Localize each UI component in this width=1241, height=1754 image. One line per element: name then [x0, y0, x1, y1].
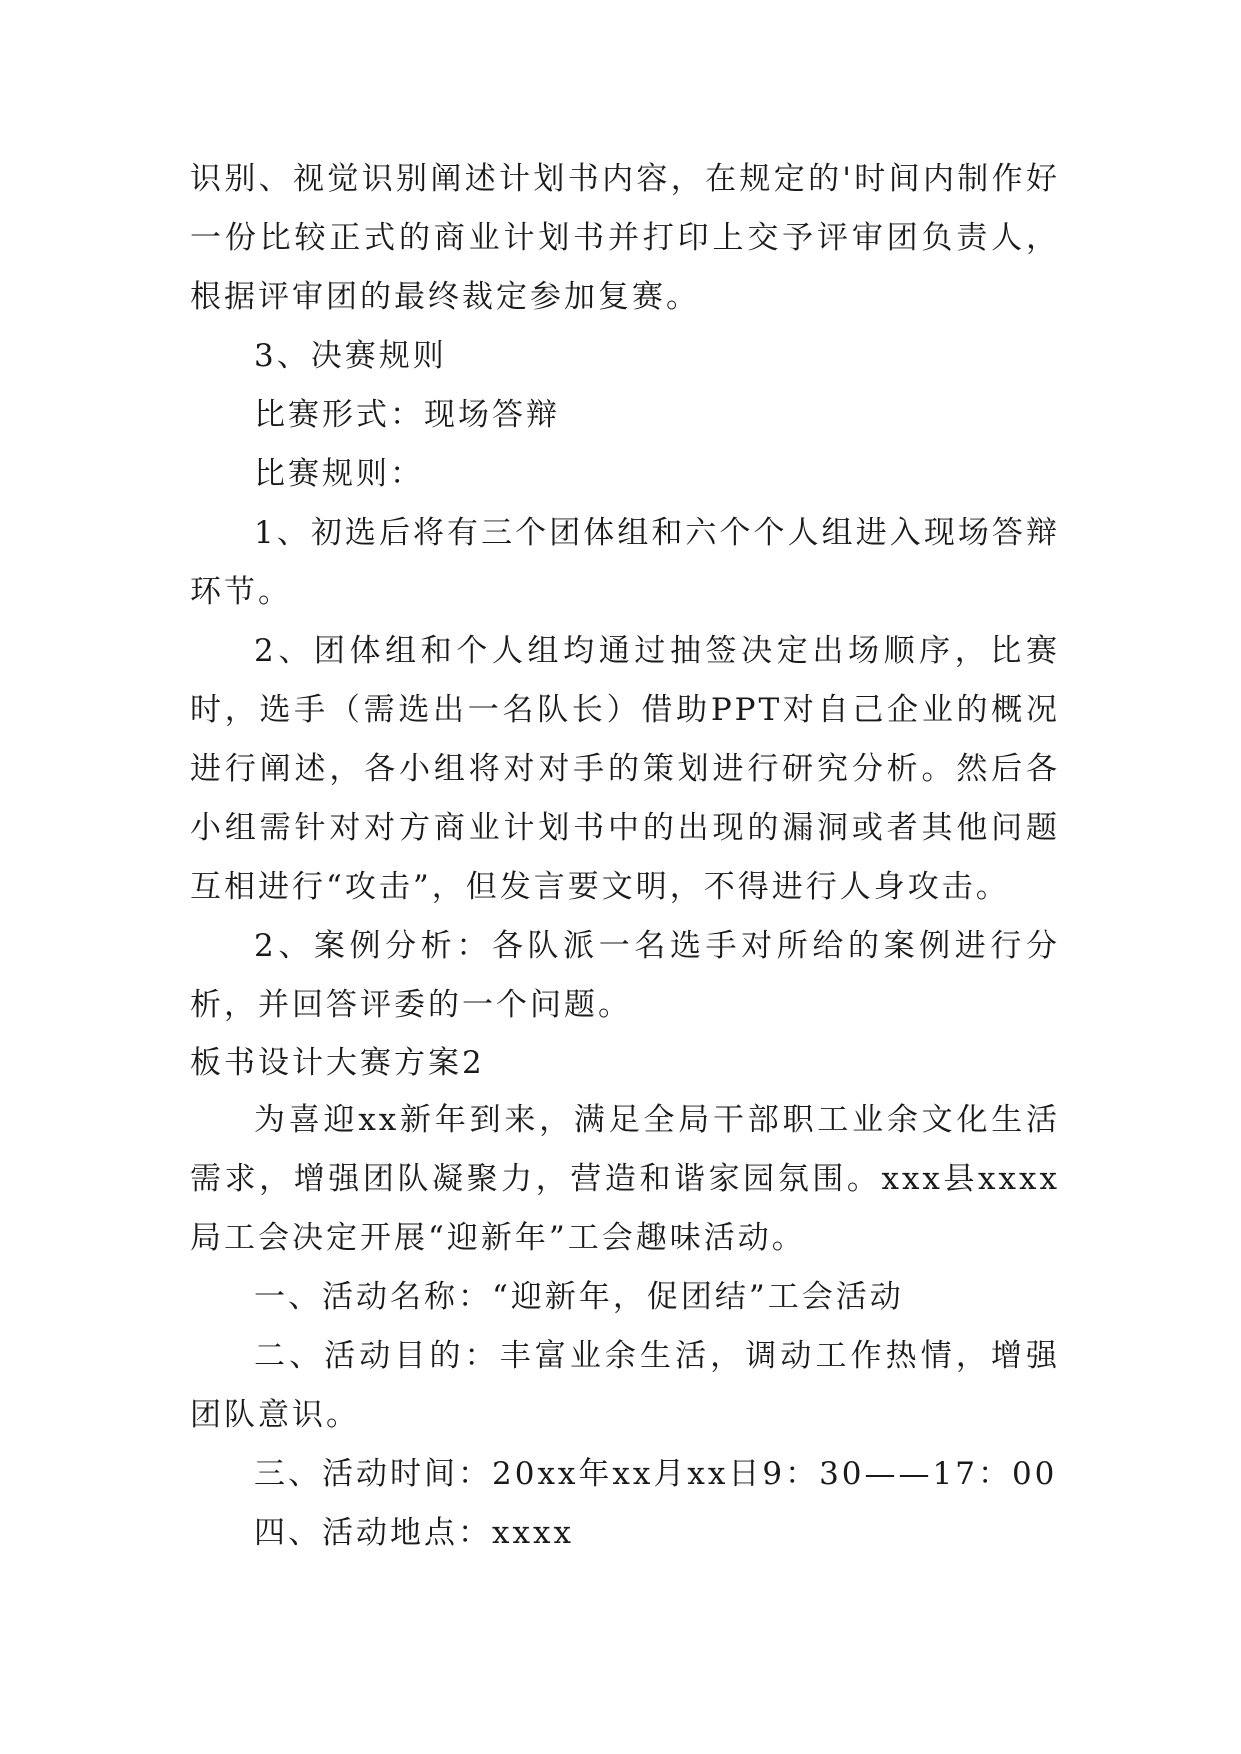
paragraph: 比赛形式：现场答辩 — [254, 397, 560, 433]
paragraph: 为喜迎xx新年到来，满足全局干部职工业余文化生活需求，增强团队凝聚力，营造和谐家园氛围。xxx县xxxx局工会决定开展“迎新年”工会趣味活动。 — [190, 1102, 1060, 1256]
list-item: 2、案例分析：各队派一名选手对所给的案例进行分析，并回答评委的一个问题。 — [190, 928, 1060, 1023]
list-item: 四、活动地点：xxxx — [254, 1515, 574, 1551]
list-item: 一、活动名称：“迎新年，促团结”工会活动 — [254, 1279, 904, 1315]
list-item: 二、活动目的：丰富业余生活，调动工作热情，增强团队意识。 — [190, 1338, 1060, 1433]
document-body — [190, 150, 1060, 1563]
list-item: 三、活动时间：20xx年xx月xx日9：30——17：00 — [254, 1456, 1058, 1492]
document-section-title: 板书设计大赛方案2 — [190, 1045, 485, 1081]
list-item: 1、初选后将有三个团体组和六个个人组进入现场答辩环节。 — [190, 515, 1060, 610]
paragraph: 比赛规则： — [254, 456, 424, 492]
paragraph: 识别、视觉识别阐述计划书内容，在规定的'时间内制作好一份比较正式的商业计划书并打印上交予评审团负责人，根据评审团的最终裁定参加复赛。 — [190, 161, 1060, 315]
list-item: 2、团体组和个人组均通过抽签决定出场顺序，比赛时，选手（需选出一名队长）借助PPT对自己企业的概况进行阐述，各小组将对对手的策划进行研究分析。然后各小组需针对对方商业计划书中的出现的漏洞或者其他问题互相进行“攻击”，但发言要文明，不得进行人身攻击。 — [190, 633, 1060, 905]
section-heading-final-rules: 3、决赛规则 — [254, 338, 447, 374]
